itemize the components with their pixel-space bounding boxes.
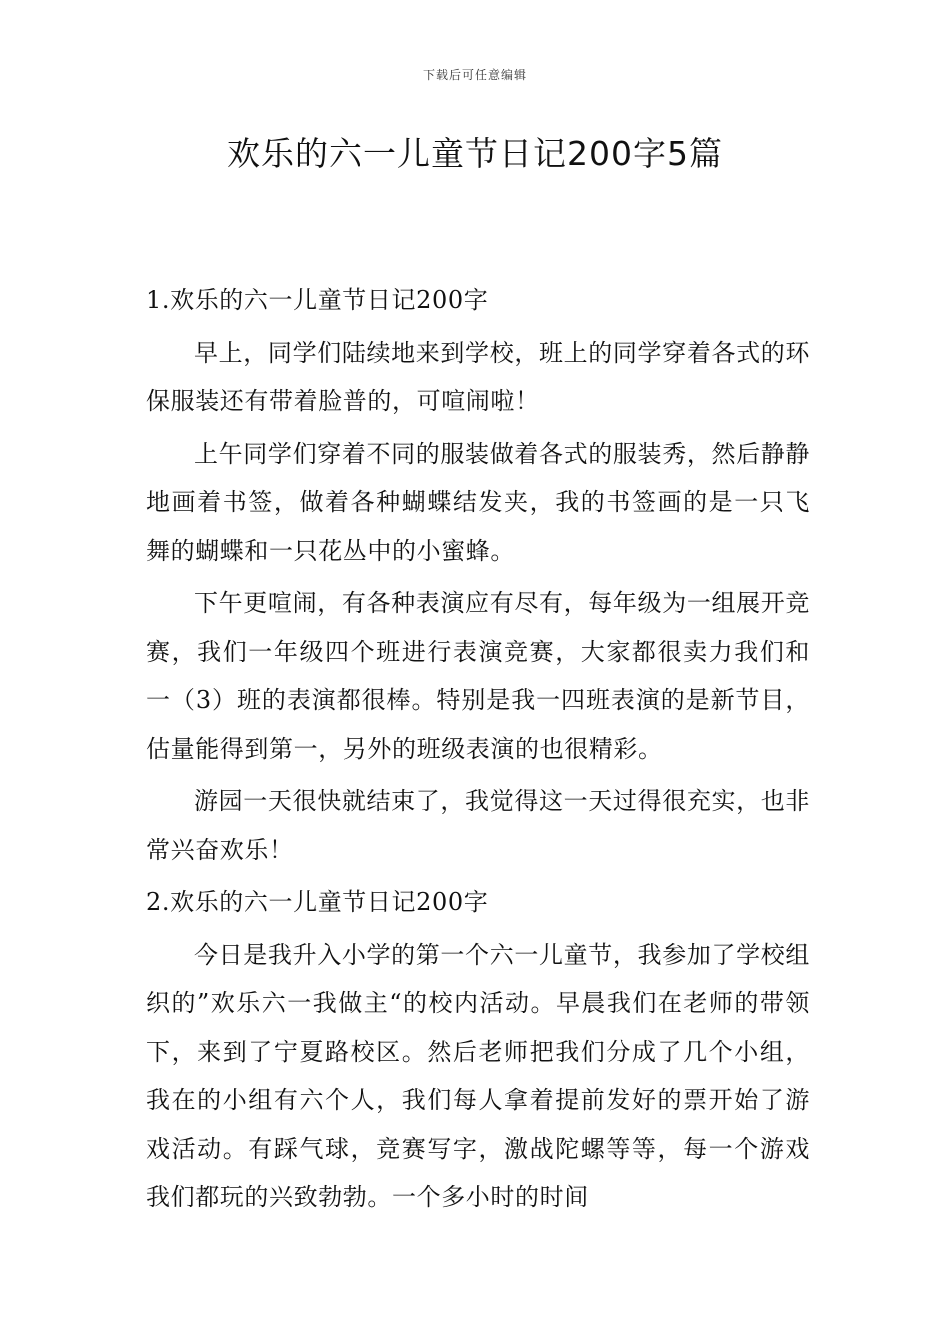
document-body	[146, 276, 810, 1222]
paragraph: 早上，同学们陆续地来到学校，班上的同学穿着各式的环保服装还有带着脸普的，可喧闹啦！	[146, 338, 810, 415]
page-header-note: 下载后可任意编辑	[422, 68, 527, 82]
section-heading-1: 1.欢乐的六一儿童节日记200字	[146, 286, 489, 314]
document-title: 欢乐的六一儿童节日记200字5篇	[227, 134, 723, 173]
paragraph: 上午同学们穿着不同的服装做着各式的服装秀，然后静静地画着书签，做着各种蝴蝶结发夹，我的书签画的是一只飞舞的蝴蝶和一只花丛中的小蜜蜂。	[146, 439, 810, 565]
paragraph: 今日是我升入小学的第一个六一儿童节，我参加了学校组织的”欢乐六一我做主“的校内活动。早晨我们在老师的带领下，来到了宁夏路校区。然后老师把我们分成了几个小组，我在的小组有六个人，我们每人拿着提前发好的票开始了游戏活动。有踩气球，竞赛写字，激战陀螺等等，每一个游戏我们都玩的兴致勃勃。一个多小时的时间	[146, 940, 810, 1211]
paragraph: 下午更喧闹，有各种表演应有尽有，每年级为一组展开竞赛，我们一年级四个班进行表演竞赛，大家都很卖力我们和一（3）班的表演都很棒。特别是我一四班表演的是新节目，估量能得到第一，另外的班级表演的也很精彩。	[146, 589, 810, 763]
section-heading-2: 2.欢乐的六一儿童节日记200字	[146, 888, 489, 916]
paragraph: 游园一天很快就结束了，我觉得这一天过得很充实，也非常兴奋欢乐！	[146, 787, 810, 864]
